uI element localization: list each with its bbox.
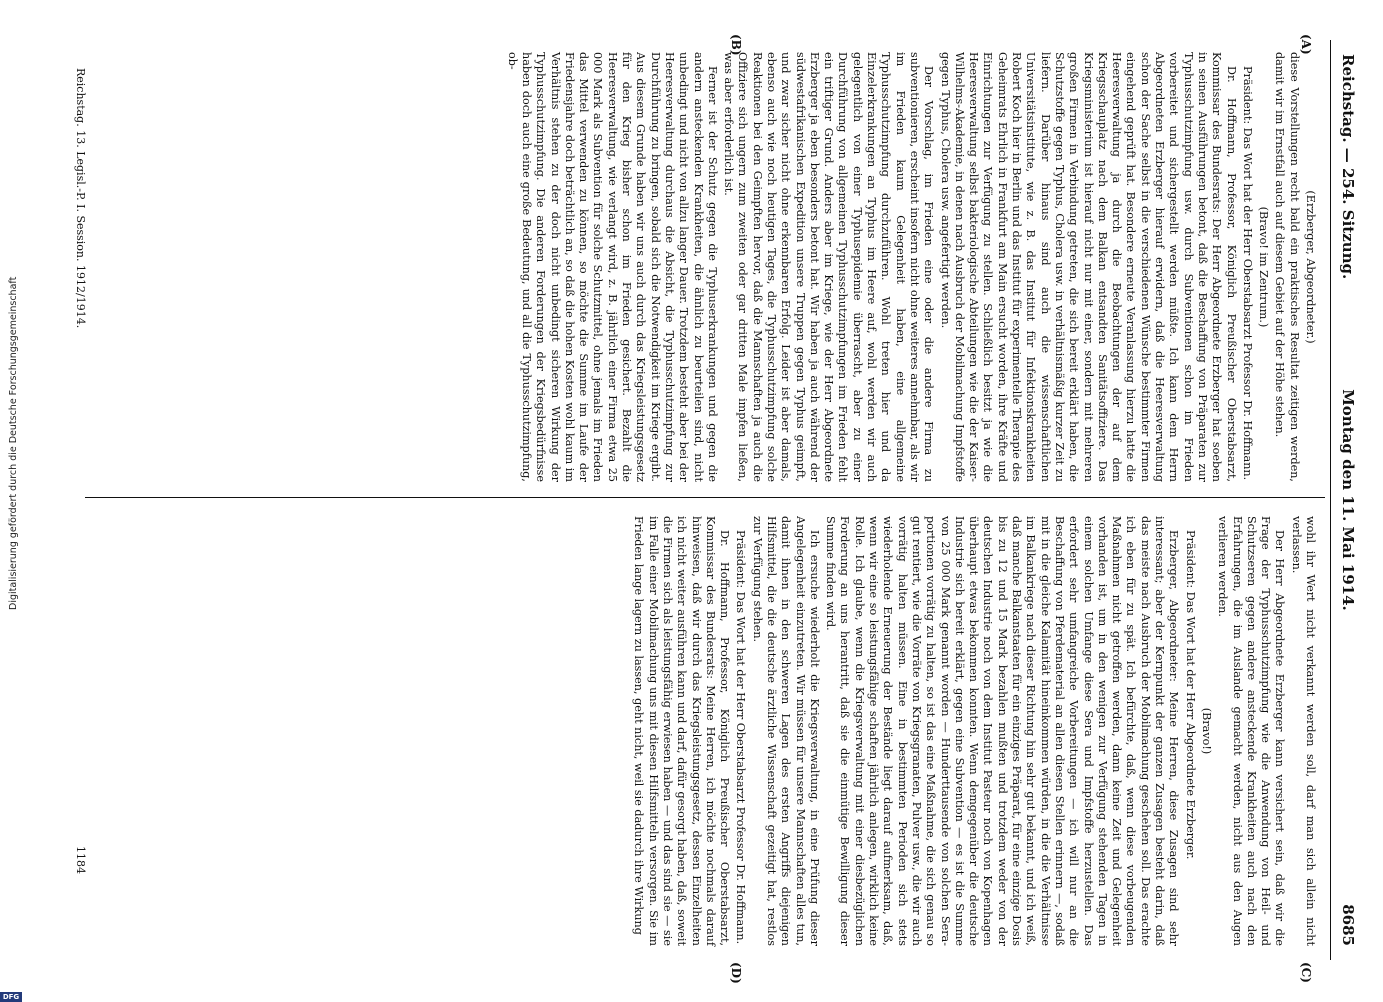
left-column	[502, 52, 1317, 482]
paragraph: (Bravo!)	[1199, 707, 1213, 755]
footer-signature-number: 1184	[74, 846, 87, 874]
header-left: Reichstag. — 254. Sitzung.	[1339, 54, 1357, 280]
page-header	[1329, 40, 1363, 960]
paragraph: diese Vorstellungen recht bald ein praktisches Resultat zeitigen werden, damit wir im Ernstfall auch auf diesem Gebiet auf der Höhe stehen.	[1273, 52, 1301, 482]
paragraph: Präsident: Das Wort hat der Herr Oberstabsarzt Professor Dr. Hoffmann.	[1240, 66, 1254, 481]
paragraph: Dr. Hoffmann, Professor, Königlich Preußischer Oberstabsarzt, Kommissar des Bundesrats: Der Herr Abgeordnete Erzberger hat soeben in seinen Ausführungen betont, daß die Beschaffung von Präparaten zur Typhusschutzimpfung usw. durch Subventionen schon im Frieden vorbereitet und sichergestellt werden müßte. Ich kann dem Herrn Abgeordneten Erzberger hierauf erwidern, daß die Heeresverwaltung schon der Sache selbst in die verschiedenen Wünsche bestimmter Firmen eingehend geprüft hat. Besondere erneute Veranlassung hierzu hatte die Heeresverwaltung ja durch die Beobachtungen der auf dem Kriegsschauplatz nach dem Balkan entsandten Sanitätsoffiziere. Das Kriegsministerium ist hierauf nicht nur mit einer, sondern mit mehreren großen Firmen in Verbindung getreten, die sich bereit erklärt haben, die Schutzstoffe gegen Typhus, Cholera usw. in verhältnismäßig kurzer Zeit zu liefern. Darüber hinaus sind auch die wissenschaftlichen Universitätsinstitute, wie z. B. das Institut für Infektionskrankheiten Robert Koch hier in Berlin und das Institut für experimentelle Therapie des Geheimrats Ehrlich in Frankfurt am Main ersucht worden, ihre Kräfte und Einrichtungen zur Verfügung zu stellen. Schließlich besitzt ja wie die Heeresverwaltung selbst bakteriologische Abteilungen wie die der Kaiser-Wilhelms-Akademie, in denen nach Ausbruch der Mobilmachung Impfstoffe gegen Typhus, Cholera usw. angefertigt werden.	[938, 52, 1238, 482]
paragraph: Präsident: Das Wort hat der Herr Oberstabsarzt Professor Dr. Hoffmann.	[734, 530, 748, 945]
margin-letter-d: (D)	[729, 962, 743, 984]
header-date: Montag den 11. Mai 1914.	[1339, 389, 1357, 611]
paragraph: wohl ihr Wert nicht verkannt werden soll, darf man sich allein nicht verlassen.	[1289, 516, 1317, 946]
header-rule	[1330, 40, 1331, 960]
dfg-logo: DFG	[0, 992, 22, 1002]
paragraph: Der Herr Abgeordnete Erzberger kann versichert sein, daß wir die Frage der Typhusschutzimpfung wie die Anwendung von Heil- und Schutzseren gegen andere ansteckende Krankheiten auch nach den Erfahrungen, die im Auslande gemacht werden, nicht aus den Augen verlieren werden.	[1216, 516, 1287, 946]
paragraph: Der Vorschlag, im Frieden eine oder die andere Firma zu subventionieren, erscheint insofern nicht ohne weiteres annehmbar, als wir im Frieden kaum Gelegenheit haben, eine allgemeine Typhusschutzimpfung durchzuführen. Wohl treten hier und da Einzelerkrankungen an Typhus im Heere auf, wohl werden wir auch gelegentlich von einer Typhusepidemie überrascht, aber zu einer Durchführung von allgemeinen Typhusschutzimpfungen im Frieden fehlt ein triftiger Grund. Anders aber im Kriege, wie der Herr Abgeordnete Erzberger ja eben besonders betont hat. Wir haben ja auch während der südwestafrikanischen Expedition unsere Truppen gegen Typhus geimpft, und zwar sicher nicht ohne erkennbaren Erfolg. Leider ist aber damals, ebenso auch wie noch heutigen Tages, die Typhusschutzimpfung solche Reaktionen bei den Geimpften hervor, daß die Mannschaften ja auch die Offiziere sich ungern zum zweiten oder gar dritten Male impfen ließen, was aber erforderlich ist.	[722, 52, 936, 482]
column-rule	[85, 497, 1325, 498]
paragraph: (Bravo! im Zentrum.)	[1257, 206, 1271, 328]
paragraph: Dr. Hoffmann, Professor, Königlich Preußischer Oberstabsarzt, Kommissar des Bundesrats: Meine Herren, ich möchte nochmals darauf hinweisen, daß wir durch das Kriegsleistungsgesetz, dessen Einzelheiten ich nicht weiter ausführen kann und darf, dafür gesorgt haben, daß, soweit die Firmen sich als leistungsfähig erwiesen haben — und das sind sie — sie im Falle einer Mobilmachung uns mit diesen Hilfsmitteln versorgen. Sie im Frieden lange lagern zu lassen, geht nicht, weil sie dadurch ihre Wirkung	[632, 516, 732, 946]
margin-letter-b: (B)	[729, 34, 743, 56]
paragraph: (Erzberger, Abgeordneter.)	[1304, 190, 1317, 344]
paragraph: Präsident: Das Wort hat der Herr Abgeordnete Erzberger.	[1183, 530, 1197, 860]
paragraph: Ich ersuche wiederholt die Kriegsverwaltung, in eine Prüfung dieser Angelegenheit einzutreten. Wir müssen für unsere Mannschaften alles tun, damit ihnen in den schweren Lagen des ersten Angriffs diejenigen Hilfsmittel, die die deutsche ärztliche Wissenschaft gezeitigt hat, restlos zur Verfügung stehen.	[750, 516, 821, 946]
digitization-note: Digitalisierung gefördert durch die Deutsche Forschungsgemeinschaft	[8, 276, 19, 610]
page-number: 8685	[1339, 904, 1357, 946]
paragraph: Erzberger, Abgeordneter: Meine Herren, diese Zusagen sind sehr interessant; aber der Kernpunkt der ganzen Zusagen besteht darin, daß das meiste nach Ausbruch der Mobilmachung geschehen soll. Das erachte ich eben für zu spät. Ich befürchte, daß, wenn diese vorbeugenden Maßnahmen nicht getroffen werden, dann keine Zeit und Gelegenheit vorhanden ist, um in den wenigen zur Verfügung stehenden Tagen in einem solchen Umfange diese Sera und Impfstoffe herzustellen. Das erfordert sehr umfangreiche Vorbereitungen — ich will nur an die Beschaffung von Pferdematerial an allen diesen Stellen erinnern —, sodaß mit in die gleiche Kalamität hineinkommen würden, in die die Verhältnisse im Balkankriege nach dieser Richtung hin sehr gut bekannt, und ich weiß, daß manche Balkanstaaten für ein einziges Präparat, für eine einzige Dosis bis zu 12 und 15 Mark bezahlen mußten und trotzdem weder von der deutschen Industrie noch von dem Institut Pasteur noch von Kopenhagen überhaupt etwas bekommen konnten. Wenn demgegenüber die deutsche Industrie sich bereit erklärt, gegen eine Subvention — es ist die Summe von 25 000 Mark genannt worden — Hunderttausende von solchen Sera-portionen vorrätig zu halten, so ist das eine Maßnahme, die sich genau so gut rentiert, wie die Vorräte von Kriegsgranaten, Pulver usw., die wir auch vorrätig halten müssen. Eine in bestimmten Perioden sich stets wiederholende Erneuerung der Bestände liegt darauf aufmerksam, daß, wenn wir eine so leistungsfähige schaften jährlich anlegen, wirklich keine Rolle. Ich glaube, wenn die Kriegsverwaltung mit einer diesbezüglichen Forderung an uns herantritt, daß sie die einmütige Bewilligung dieser Summe finden wird.	[824, 516, 1181, 946]
footer-session-info: Reichstag. 13. Legisl.-P. I. Session. 1912/1914.	[74, 68, 87, 329]
paragraph: Ferner ist der Schutz gegen die Typhuserkrankungen und gegen die andern ansteckenden Krankheiten, die ähnlich zu beurteilen sind, nicht unbedingt und nicht von allzu langer Dauer. Trotzdem besteht aber bei der Heeresverwaltung durchaus die Absicht, die Typhusschutzimpfung zur Durchführung zu bringen, sobald sich die Notwendigkeit im Kriege ergibt. Aus diesem Grunde haben wir uns auch durch das Kriegsleistungsgesetz für den Krieg bisher schon im Frieden gesichert. Bezahlt die Heeresverwaltung, wie verlangt wird, z. B. jährlich einer Firma etwa 25 000 Mark als Subvention für solche Schutzmittel, ohne jemals im Frieden das Mittel verwenden zu können, so möchte die Summe im Laufe der Friedensjahre doch beträchtlich an, so daß die hohen Kosten wohl kaum im Verhältnis stehen zu der doch nicht unbedingt sicheren Wirkung der Typhusschutzimpfung. Die anderen Forderungen der Kriegsbedürfnisse haben doch auch eine große Bedeutung, und all die Typhusschutzimpfung, ob-	[505, 52, 719, 482]
margin-letter-c: (C)	[1299, 962, 1313, 983]
margin-letter-a: (A)	[1299, 34, 1313, 55]
right-column	[629, 516, 1317, 946]
